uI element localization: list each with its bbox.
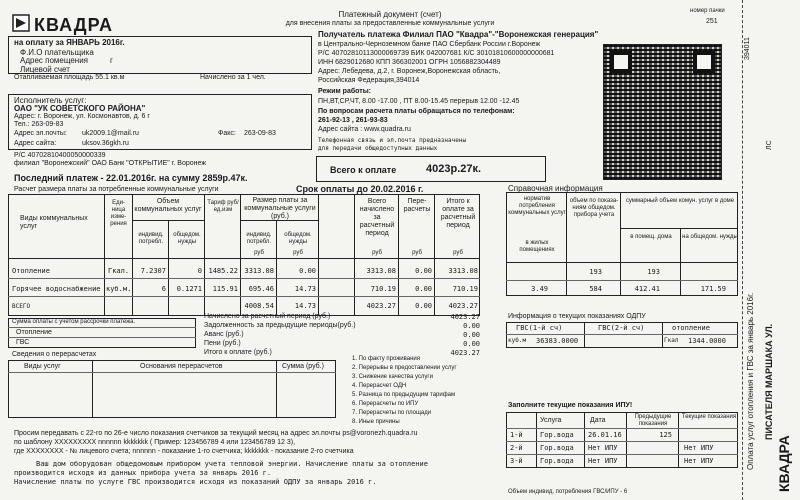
ipu-row-3-service: Гор.вода (540, 457, 574, 465)
ref-th-common: на общедом. нужды (682, 234, 738, 240)
ref-th-meter: объем по показа- ниям общедом. прибора учета (569, 198, 619, 218)
ipu-row-1-service: Гор.вода (540, 431, 574, 439)
th-vol-common: общедом. нужды (173, 232, 201, 245)
recalc-th-sum: Сумма (руб.) (282, 363, 324, 370)
ref-row-2-meter: 584 (589, 285, 602, 293)
th-total-accrued: Всего начислено за расчетный период (359, 198, 395, 237)
accrual-value-3: 0.00 (463, 331, 480, 339)
calc-title: Расчет размера платы за потребленные коммунальные услуги (14, 186, 219, 193)
recipient-site[interactable]: Адрес сайта : www.quadra.ru (318, 126, 411, 133)
address-value: г (110, 56, 113, 65)
payer-label: Ф.И.О плательщика (20, 48, 94, 57)
address-label: Адрес помещения (20, 56, 89, 65)
reason-3: 3. Снижение качества услуги (352, 374, 433, 380)
recipient-inn: ИНН 6829012680 КПП 366302001 ОГРН 1056882304489 (318, 59, 501, 66)
ipu-row-2-service: Гор.вода (540, 444, 574, 452)
ref-th-norm: норматив потребления коммунальных услуг (508, 196, 566, 216)
qr-code (603, 44, 722, 180)
table-row-hotwater-fee-common: 14.73 (294, 285, 316, 293)
reason-2: 2. Перерывы в предоставлении услуг (352, 365, 457, 371)
stub-period: Оплата услуг отопления и ГВС за январь 2016г. (746, 292, 755, 470)
ref-info-title: Справочная информация (508, 184, 603, 193)
ipu-th-cur: Текущие показания (681, 414, 737, 420)
accrual-label-3: Аванс (руб.) (204, 331, 244, 338)
accrual-value-1: 4023.27 (450, 313, 480, 321)
fax-label: Факс: (218, 130, 236, 137)
odpu-title: Информация о текущих показаниях ОДПУ (508, 313, 646, 320)
table-row-heating-unit: Гкал. (108, 267, 130, 275)
ipu-row-1-date: 26.01.16 (588, 431, 622, 439)
odpu-th-heating: отопление (672, 324, 710, 332)
table-row-total-recalc: 0.00 (415, 302, 432, 310)
note-3: где XXXXXXXX - № лицевого счета; nnnnnn - показание 1-го счетчика; kkkkkkk - показание 2-го счетчика (14, 448, 354, 455)
stub-brand: КВАДРА (776, 435, 792, 492)
recipient-bank: в Центрально-Черноземном банке ПАО Сбербанк России г.Воронеж (318, 41, 541, 48)
table-row-heating-due: 3313.08 (448, 267, 478, 275)
contact-note-1: Телефонная связь и эл.почта предназначены (318, 137, 467, 144)
ipu-row-3-current: Нет ИПУ (684, 457, 714, 465)
th-fee-ind: индивид. потребл. (246, 232, 272, 245)
note-6: Начисление платы по услуге ГВС производится исходя из показаний ОДПУ за январь 2016 г. (14, 478, 377, 486)
installment-heating: Отопление (16, 329, 52, 336)
total-label: Всего к оплате (330, 165, 397, 175)
kvadra-logo-icon (12, 14, 30, 32)
fax-value: 263-09-83 (244, 130, 276, 137)
note-5: производится исходя из данных прибора учета за январь 2016 г. (14, 469, 272, 477)
logo-text: КВАДРА (34, 15, 114, 35)
th-fee-unit-2: руб (293, 250, 303, 256)
due-date: Срок оплаты до 20.02.2016 г. (296, 184, 424, 194)
installment-gvs: ГВС (16, 339, 30, 346)
email-label: Адрес эл.почты: (14, 130, 67, 137)
area-label: Отапливаемая площадь 55.1 кв.м (14, 74, 125, 81)
ref-th-total: суммарный объем комун. услуг в доме (625, 198, 735, 204)
doc-title: Платежный документ (счет) (338, 10, 442, 19)
ref-th-rooms: в помещ. дома (630, 234, 672, 240)
ipu-row-2-date: Нет ИПУ (588, 444, 618, 452)
site-value[interactable]: uksov.36gkh.ru (82, 140, 129, 147)
table-row-heating-fee-common: 0.00 (299, 267, 316, 275)
table-row-heating-service: Отопление (12, 267, 50, 275)
table-row-total-total: 4023.27 (366, 302, 396, 310)
period-label: на оплату за ЯНВАРЬ 2016г. (14, 38, 125, 47)
installment-title: Сумма оплаты с учетом рассрочки платежа. (12, 319, 136, 325)
odpu-unit-gvs1: куб.м (508, 337, 527, 344)
ref-row-2-common: 171.59 (700, 285, 726, 293)
executor-label: Исполнитель услуг: (14, 96, 87, 105)
recalc-title: Сведения о перерасчетах (12, 351, 97, 358)
table-row-heating-recalc: 0.00 (415, 267, 432, 275)
ref-row-1-meter: 193 (589, 268, 602, 276)
hours-label: Режим работы: (318, 88, 372, 95)
email-value[interactable]: uk2009.1@mail.ru (82, 130, 139, 137)
th-fee-unit-1: руб (254, 250, 264, 256)
table-row-heating-tariff: 1485.22 (208, 267, 238, 275)
page-number: 251 (706, 18, 718, 25)
stub-address: ПИСАТЕЛЯ МАРШАКА УЛ. (764, 323, 774, 440)
phones-label: По вопросам расчета платы обращаться по телефонам: (318, 108, 515, 115)
ipu-row-2-current: Нет ИПУ (684, 444, 714, 452)
recipient-rs: Р/С 40702810113000069739 БИК 042007681 К/С 30101810600000000681 (318, 50, 555, 57)
executor-rs: Р/С 40702810400050000339 (14, 152, 106, 159)
table-row-hotwater-vol-ind: 6 (161, 285, 166, 293)
odpu-th-gvs1: ГВС(1-й сч) (516, 324, 563, 332)
table-row-hotwater-service: Горячее водоснабжение (12, 285, 101, 293)
accrual-label-4: Пени (руб.) (204, 340, 241, 347)
side-account-label: ЛС (766, 140, 773, 150)
ipu-th-service: Услуга (540, 417, 562, 424)
th-service: Виды коммунальных услуг (20, 215, 88, 230)
recalc-th-reason: Основания перерасчетов (140, 363, 223, 370)
side-number: 394011 (744, 37, 751, 60)
executor-address: Адрес: г. Воронеж, ул. Космонавтов, д. 6 г (14, 113, 150, 120)
executor-bank: филиал "Воронежский" ОАО Банк "ОТКРЫТИЕ" г. Воронеж (14, 160, 207, 167)
executor-phone: Тел.: 263-09-83 (14, 121, 64, 128)
executor-name: ОАО "УК СОВЕТСКОГО РАЙОНА" (14, 104, 146, 113)
note-2: по шаблону XXXXXXXXX nnnnnn kkkkkkk ( Пример: 123456789 4 или 123456789 12 3), (14, 439, 296, 446)
ref-th-norm-sub: в жилых помещениях (519, 240, 555, 253)
last-payment: Последний платеж - 22.01.2016г. на сумму 2859р.47к. (14, 173, 248, 183)
note-4: Ваш дом оборудован общедомовым прибором учета тепловой энергии. Начисление платы за отопление (36, 460, 428, 468)
recipient-country: Российская Федерация,394014 (318, 77, 420, 84)
reason-1: 1. По факту проживания (352, 356, 421, 362)
table-row-total-fee-ind: 4008.54 (244, 302, 274, 310)
table-row-total-label: ВСЕГО (12, 303, 31, 310)
accrual-value-4: 0.00 (463, 340, 480, 348)
ref-row-1-rooms: 193 (647, 268, 660, 276)
site-label: Адрес сайта: (14, 140, 57, 147)
recipient-address: Адрес: Лебедева, д.2, г. Воронеж,Воронежская область, (318, 68, 501, 75)
page-number-label: номер пачки (690, 8, 725, 14)
table-row-heating-total: 3313.08 (366, 267, 396, 275)
accrual-label-5: Итого к оплате (руб.) (204, 349, 272, 356)
ipu-row-3-date: Нет ИПУ (588, 457, 618, 465)
odpu-unit-heating: Гкал (664, 337, 679, 344)
accrual-value-5: 4023.27 (450, 349, 480, 357)
table-row-heating-fee-ind: 3313.08 (244, 267, 274, 275)
ref-row-2-rooms: 412.41 (634, 285, 660, 293)
th-rub-3: руб (453, 250, 463, 256)
table-row-heating-vol-common: 0 (197, 267, 202, 275)
table-row-hotwater-fee-ind: 695.46 (248, 285, 274, 293)
accrual-label-2: Задолженность за предыдущие периоды(руб.) (204, 322, 356, 329)
th-unit: Еди- ница изме- рения (110, 200, 127, 227)
contact-note-2: для передачи общедоступных данных (318, 145, 438, 152)
ipu-th-prev: Предыдущие показания (634, 414, 672, 427)
th-volume: Объем коммунальных услуг (134, 198, 202, 213)
table-row-hotwater-tariff: 115.91 (212, 285, 238, 293)
recipient-title: Получатель платежа Филиал ПАО "Квадра"-"Воронежская генерация" (318, 30, 599, 39)
account-label: Лицевой счет (20, 65, 70, 74)
th-recalc: Пере- расчеты (403, 198, 431, 213)
th-rub-1: руб (372, 250, 382, 256)
table-row-hotwater-vol-common: 0.1271 (176, 285, 202, 293)
table-row-hotwater-recalc: 0.00 (415, 285, 432, 293)
ipu-row-1-no: 1-й (510, 431, 523, 439)
ipu-footer: Объем индивид. потребления ГВС/ИПУ - 6 (508, 489, 628, 495)
reason-5: 5. Разница по предыдущим тарифам (352, 392, 456, 398)
table-row-hotwater-due: 710.19 (452, 285, 478, 293)
phones-value: 261-92-13 , 261-93-83 (318, 117, 388, 124)
ipu-row-2-no: 2-й (510, 444, 523, 452)
table-row-heating-vol-ind: 7.2307 (140, 267, 166, 275)
doc-subtitle: для внесения платы за предоставленные коммунальные услуги (285, 20, 495, 27)
table-row-total-due: 4023.27 (448, 302, 478, 310)
ipu-row-3-no: 3-й (510, 457, 523, 465)
ipu-title: Заполните текущие показания ИПУ! (508, 402, 633, 409)
ipu-row-1-current-input[interactable] (682, 431, 736, 439)
accrual-value-2: 0.00 (463, 322, 480, 330)
table-row-hotwater-total: 710.19 (370, 285, 396, 293)
reason-6: 6. Перерасчеты по ИПУ (352, 401, 419, 407)
note-1: Просим передавать с 22-го по 26-е число показания счетчиков за текущий месяц на адрес эл.почты ps@voronezh.quadra.ru (14, 430, 418, 437)
total-value: 4023р.27к. (426, 163, 482, 175)
th-rub-2: руб (412, 250, 422, 256)
reason-8: 8. Иные причины (352, 419, 400, 425)
registered-label: Начислено за 1 чел. (200, 74, 266, 81)
th-vol-ind: индивид. потребл. (138, 232, 164, 245)
th-fee: Размер платы за коммунальные услуги (руб.) (244, 197, 316, 220)
th-due: Итого к оплате за расчетный период (440, 198, 476, 229)
odpu-th-gvs2: ГВС(2-й сч) (598, 324, 645, 332)
ipu-th-date: Дата (590, 417, 606, 424)
hours-value: ПН,ВТ,СР,ЧТ, 8.00 -17.00 , ПТ 8.00-15.45 перерыв 12.00 -12.45 (318, 98, 520, 105)
odpu-value-gvs1: 36383.0000 (536, 337, 579, 345)
odpu-value-heating: 1344.0000 (688, 337, 726, 345)
accrual-label-1: Начислено за расчетный период (руб.) (204, 313, 331, 320)
recalc-th-service: Виды услуг (24, 363, 61, 370)
table-row-total-fee-common: 14.73 (294, 302, 316, 310)
table-row-hotwater-unit: куб.м. (106, 285, 132, 293)
ipu-row-1-prev: 125 (659, 431, 672, 439)
th-tariff: Тариф руб/ ед.изм (207, 200, 239, 213)
th-fee-common: общедом. нужды (284, 232, 312, 245)
reason-4: 4. Перерасчет ОДН (352, 383, 407, 389)
reason-7: 7. Перерасчеты по площади (352, 410, 432, 416)
ref-row-2-norm: 3.49 (531, 285, 548, 293)
